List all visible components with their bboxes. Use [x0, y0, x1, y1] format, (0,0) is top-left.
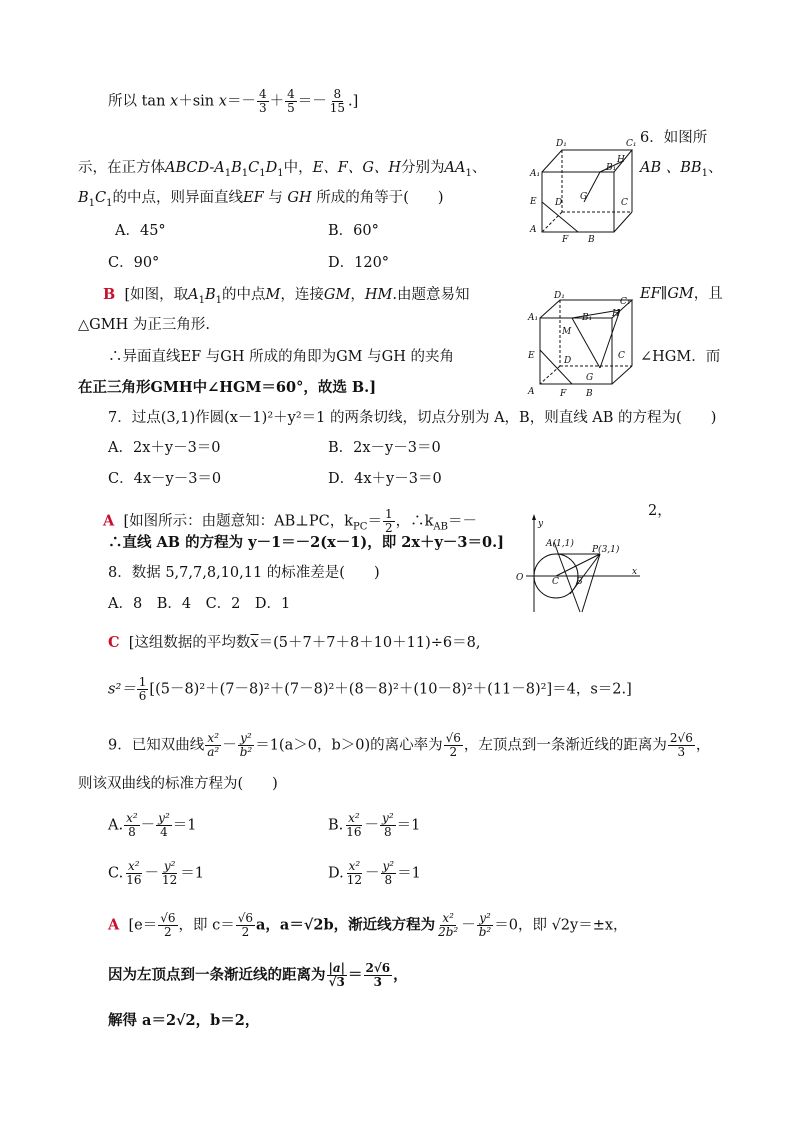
answer9-line3: 解得 a＝2√2，b＝2，: [108, 1012, 260, 1029]
label-F: F: [560, 389, 567, 399]
label-G: G: [580, 192, 588, 202]
label-C: C: [621, 198, 628, 208]
label-E: E: [530, 197, 537, 207]
q6-number: 6．如图所: [640, 130, 708, 146]
q9-option-b: B. $\frac{\text{x²}}{16}$ － $\frac{\text{y²}}{8}$ ＝1: [328, 811, 421, 840]
cube-figure-2: [520, 290, 635, 402]
answer6-line2: △GMH 为正三角形.: [78, 317, 210, 333]
answer6-line1-right: EF∥GM，且: [640, 286, 723, 302]
label-D: D: [564, 356, 572, 366]
label-D1: D₁: [556, 139, 567, 149]
label-H: H: [612, 309, 620, 319]
answer8-line1: C [这组数据的平均数$\overline{x}=(5+7+7+8+10+11)\div 6=8$,: [108, 634, 481, 651]
answer7-line1-right: 2，: [648, 503, 672, 519]
label-A: A(1,1): [546, 539, 574, 549]
label-A1: A₁: [530, 169, 541, 179]
q7-stem: 7．过点(3,1)作圆(x－1)²＋y²＝1 的两条切线，切点分别为 A，B，则直线 AB 的方程为( ): [108, 410, 717, 426]
label-A1: A₁: [528, 313, 539, 323]
q9-stem-line2: 则该双曲线的标准方程为( ): [78, 776, 278, 792]
label-C1: C₁: [620, 297, 631, 307]
q6-option-b: B．60°: [328, 223, 379, 239]
q7-option-d: D．4x＋y－3＝0: [328, 471, 442, 487]
label-B1: B₁: [582, 313, 593, 323]
answer6-line3-right: ∠HGM．而: [640, 349, 721, 365]
label-C: C: [552, 577, 559, 587]
q9-option-d: D. $\frac{\text{x²}}{12}$ － $\frac{\text{y²}}{8}$ ＝1: [328, 859, 421, 888]
answer8-line2: s²＝ $\frac{1}{6}$ [(5－8)²＋(7－8)²＋(7－8)²＋(8－8)²＋(10－8)²＋(11－8)²]＝4，s＝2.]: [108, 675, 632, 704]
label-B1: B₁: [606, 163, 617, 173]
label-M: M: [562, 327, 572, 337]
q8-options: A．8 B．4 C．2 D．1: [108, 596, 291, 612]
q6-stem-line1-right: AB 、$BB_1$、: [640, 160, 723, 179]
label-O: O: [516, 573, 524, 583]
label-F: F: [562, 235, 569, 245]
label-y-axis: y: [538, 519, 544, 529]
label-E: E: [528, 351, 535, 361]
q6-option-a: A．45°: [115, 223, 166, 239]
q9-option-c: C. $\frac{\text{x²}}{16}$ － $\frac{\text{y²}}{12}$ ＝1: [108, 859, 204, 888]
q6-option-c: C．90°: [108, 255, 160, 271]
label-A: A: [528, 387, 535, 397]
cube-figure-1: [522, 132, 637, 245]
q7-option-b: B．2x－y－3＝0: [328, 440, 441, 456]
label-C1: C₁: [626, 139, 637, 149]
label-H: H: [617, 155, 625, 165]
answer6-line4: 在正三角形GMH中∠HGM＝60°，故选 B.]: [78, 379, 377, 396]
answer9-line1: A [e＝ $\frac{√6}{2}$ ，即 c＝ $\frac{√6}{2}$ a，a＝√2b，渐近线方程为 $\frac{\text{x²}}{\text{2b²}}$ － $\frac{\text{y²}}{\text{b²}}$ ＝0，即 √2y＝±x，: [108, 911, 628, 940]
answer6-line3: ∴异面直线EF 与GH 所成的角即为GM 与GH 的夹角: [108, 349, 454, 365]
circle-tangent-figure: [508, 512, 643, 616]
answer6-line1: B [如图，取$A_1B_1$的中点M，连接GM，HM.由题意易知: [103, 286, 470, 306]
q6-stem-line1: 示，在正方体ABCD-$A_1B_1C_1D_1$中，E、F、G、H分别为$AA_1$、: [78, 160, 487, 179]
answer7-line1: A [如图所示：由题意知：AB⊥PC，$k_{PC}=$ $\frac{1}{2}$ ，$\therefore k_{AB}=-$: [103, 507, 477, 536]
label-G: G: [586, 373, 594, 383]
label-P: P(3,1): [592, 545, 620, 555]
answer5-conclusion: 所以 tan x＋sin x＝－ $\frac{4}{3}$ ＋ $\frac{4}{5}$ ＝－ $\frac{8}{15}$ .]: [108, 87, 359, 116]
label-D1: D₁: [554, 291, 565, 301]
q8-stem: 8．数据 5,7,7,8,10,11 的标准差是( ): [108, 565, 380, 581]
q7-option-c: C．4x－y－3＝0: [108, 471, 222, 487]
label-C: C: [618, 351, 625, 361]
label-A: A: [530, 225, 537, 235]
label-x-axis: x: [632, 567, 638, 577]
q9-stem-line1: 9．已知双曲线 $\frac{\text{x²}}{\text{a²}}$ － $\frac{\text{y²}}{\text{b²}}$ ＝1(a＞0，b＞0)的离心率为 $\frac{√6}{2}$ ，左顶点到一条渐近线的距离为 $\frac{2√6}{3}$ ，: [108, 731, 711, 760]
answer7-line2: ∴直线 AB 的方程为 y－1＝－2(x－1)，即 2x＋y－3＝0.]: [108, 534, 505, 551]
q6-option-d: D．120°: [328, 255, 390, 271]
label-B: B: [588, 235, 595, 245]
label-B: B: [586, 389, 593, 399]
label-D: D: [555, 198, 563, 208]
q6-stem-line2: $B_1C_1$的中点，则异面直线EF 与 GH 所成的角等于( ): [78, 190, 444, 209]
answer9-line2: 因为左顶点到一条渐近线的距离为 $\frac{|a|}{√3}$ ＝ $\frac{2√6}{3}$ ，: [108, 961, 408, 990]
q7-option-a: A．2x＋y－3＝0: [108, 440, 221, 456]
q9-option-a: A. $\frac{\text{x²}}{8}$ － $\frac{\text{y²}}{4}$ ＝1: [108, 811, 197, 840]
label-B: B: [576, 577, 583, 587]
